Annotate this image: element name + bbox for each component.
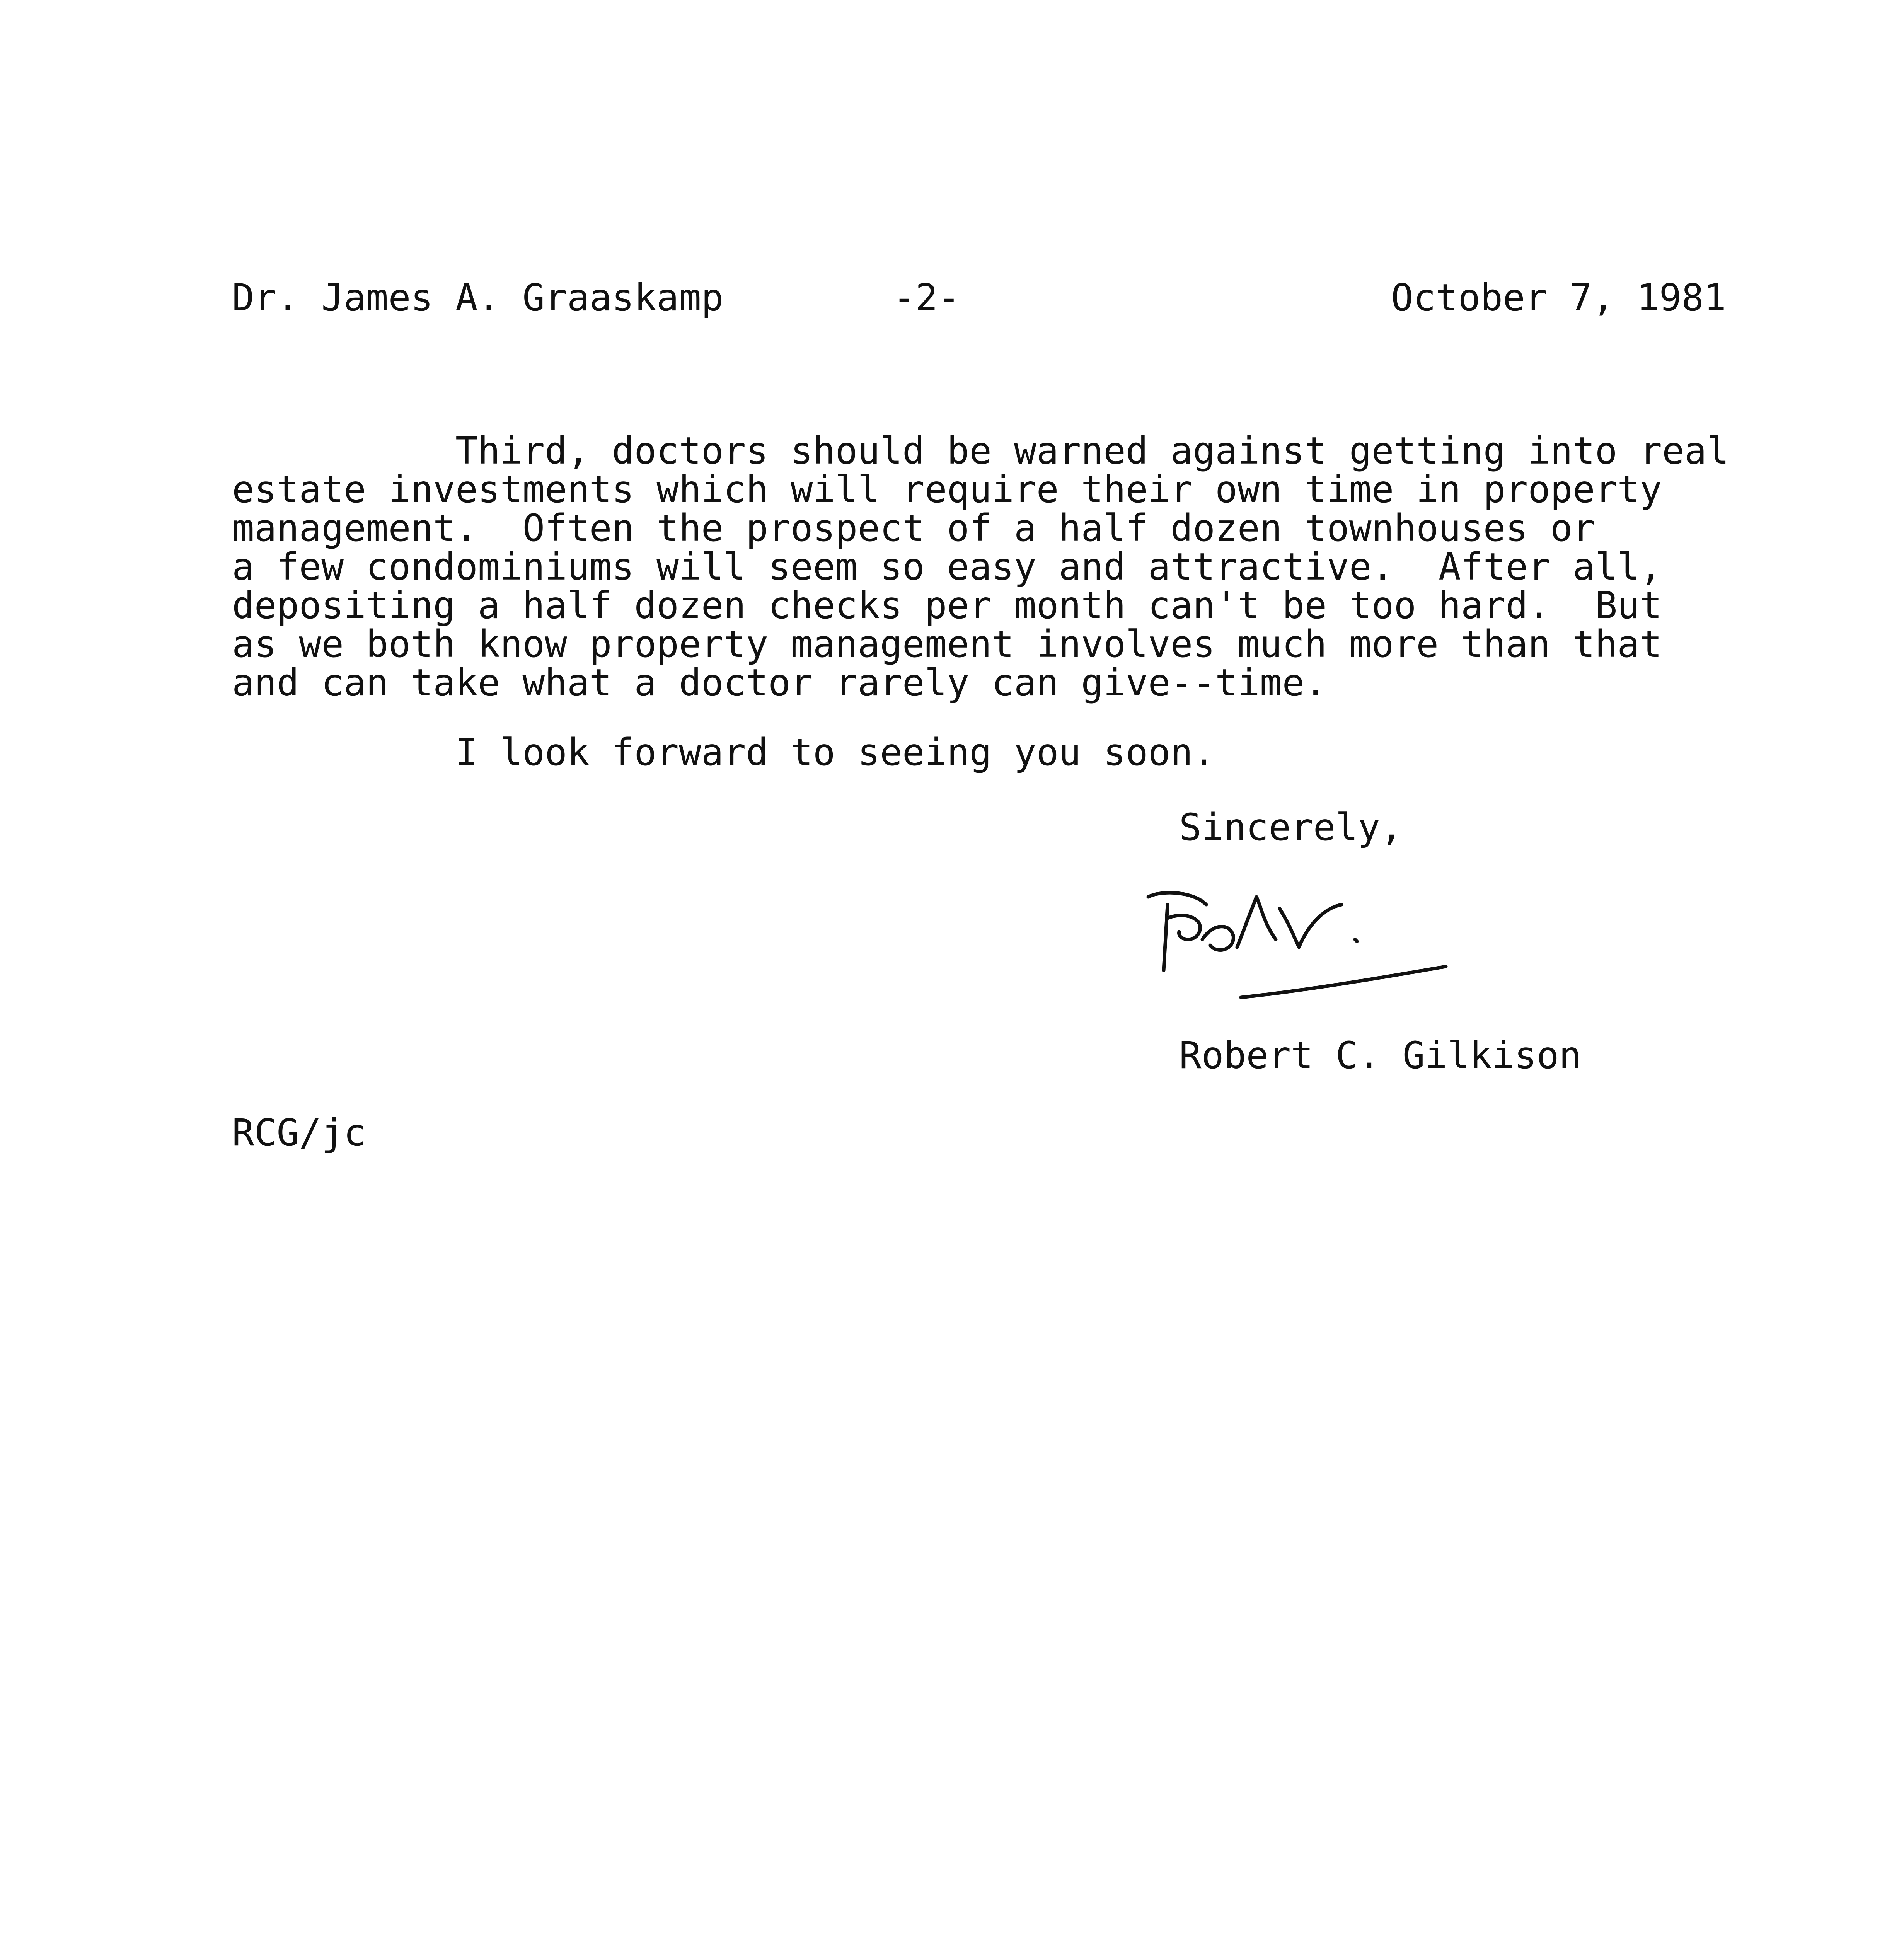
paragraph-line: and can take what a doctor rarely can give--time. [232, 661, 1327, 704]
reference-initials: RCG/jc [232, 1111, 366, 1154]
body-paragraph-1 [232, 431, 1729, 702]
valediction: Sincerely, [1179, 806, 1403, 849]
paragraph-line: Third, doctors should be warned against getting into real [232, 429, 1729, 472]
paragraph-line: a few condominiums will seem so easy and attractive. After all, [232, 545, 1662, 588]
letter-date: October 7, 1981 [1391, 276, 1726, 319]
recipient-name: Dr. James A. Graaskamp [232, 276, 724, 319]
paragraph-line: estate investments which will require their own time in property [232, 468, 1662, 511]
paragraph-line: depositing a half dozen checks per month can't be too hard. But [232, 584, 1662, 627]
signer-name: Robert C. Gilkison [1179, 1034, 1582, 1077]
handwritten-signature [1140, 881, 1457, 1001]
body-paragraph-2: I look forward to seeing you soon. [232, 731, 1215, 774]
page-number: -2- [893, 276, 960, 319]
paragraph-line: as we both know property management involves much more than that [232, 622, 1662, 666]
paragraph-line: management. Often the prospect of a half dozen townhouses or [232, 506, 1595, 550]
